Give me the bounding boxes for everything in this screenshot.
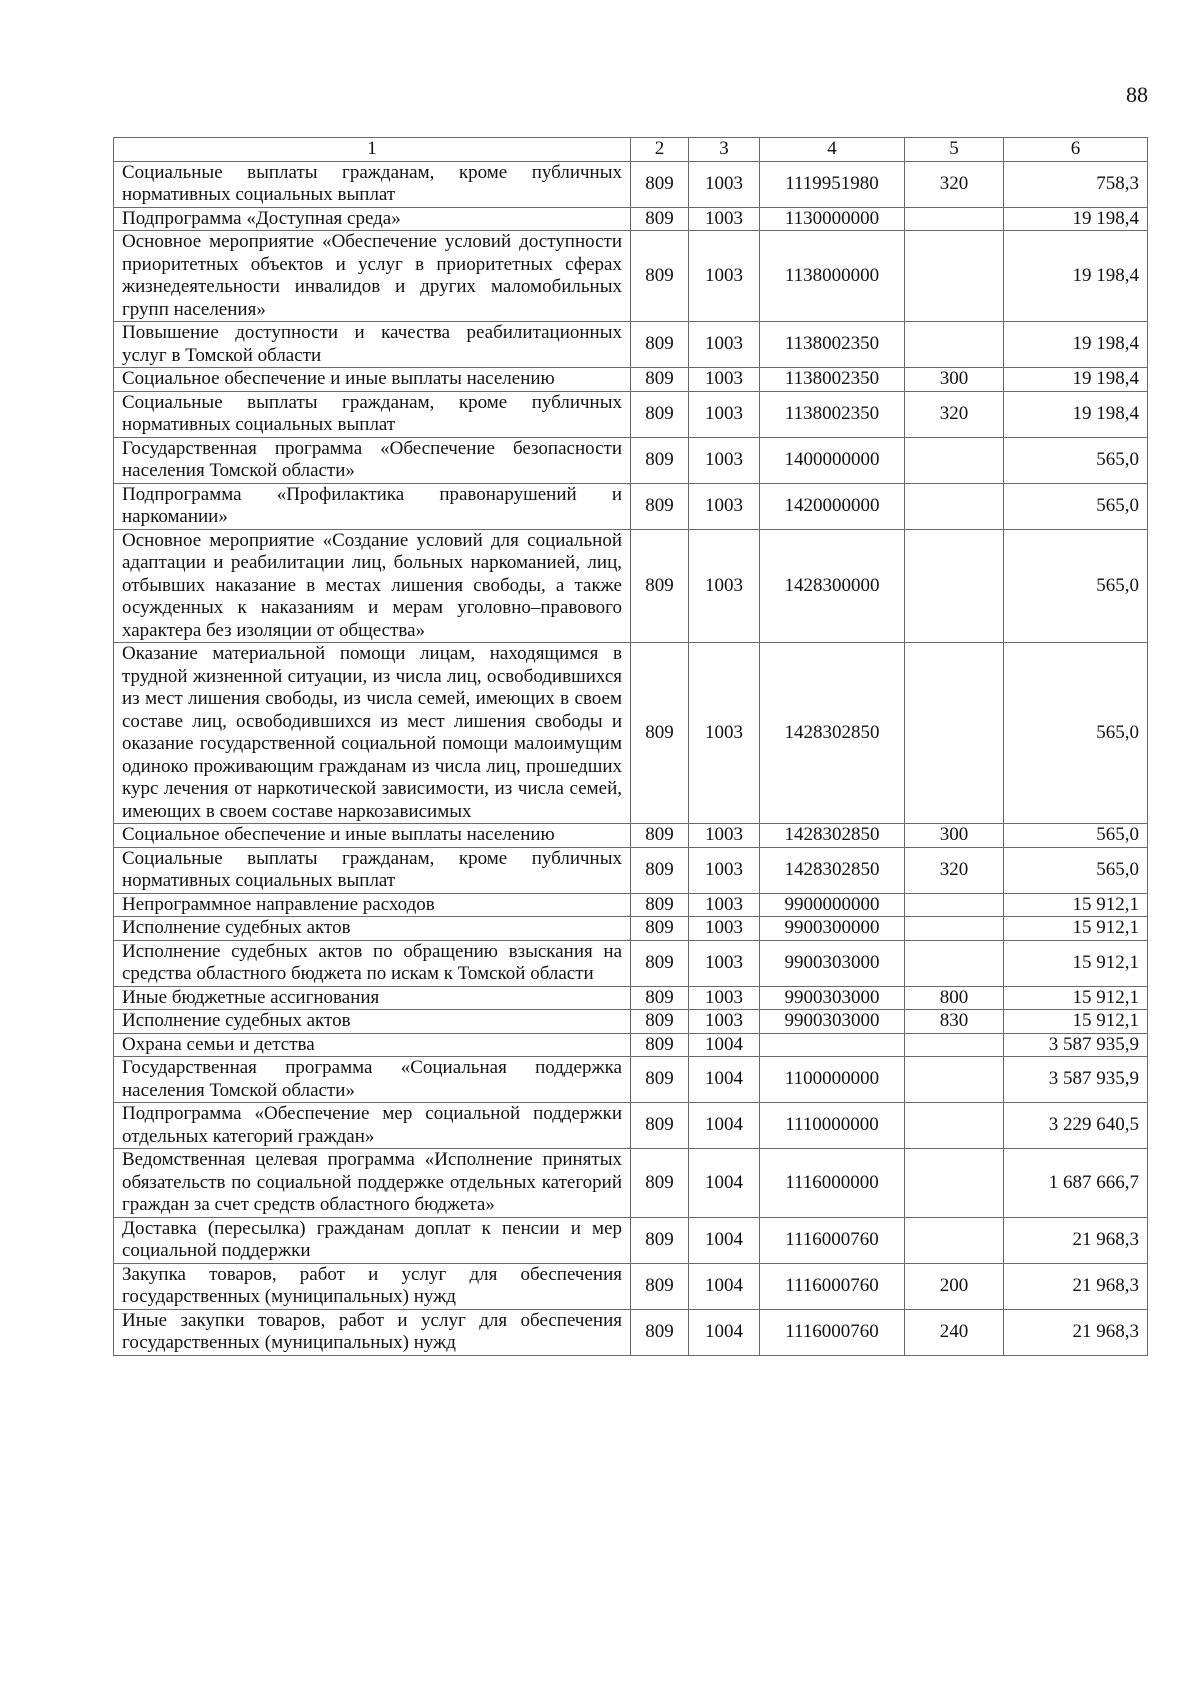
- ved-code-cell: 809: [631, 1149, 689, 1218]
- amount-cell: 19 198,4: [1004, 207, 1148, 231]
- target-article-cell: 1420000000: [760, 483, 905, 529]
- table-row: [114, 161, 1148, 207]
- expense-type-cell: [905, 1033, 1004, 1057]
- section-code-cell: 1004: [689, 1149, 760, 1218]
- target-article-cell: 9900303000: [760, 940, 905, 986]
- ved-code-cell: 809: [631, 207, 689, 231]
- target-article-cell: 1116000760: [760, 1217, 905, 1263]
- header-row: [114, 138, 1148, 162]
- expense-type-cell: [905, 231, 1004, 322]
- amount-cell: 1 687 666,7: [1004, 1149, 1148, 1218]
- ved-code-cell: 809: [631, 917, 689, 941]
- ved-code-cell: 809: [631, 529, 689, 643]
- amount-cell: 15 912,1: [1004, 986, 1148, 1010]
- section-code-cell: 1003: [689, 940, 760, 986]
- row-name-cell: Доставка (пересылка) гражданам доплат к пенсии и мер социальной поддержки: [114, 1217, 631, 1263]
- table-row: [114, 1010, 1148, 1034]
- ved-code-cell: 809: [631, 1217, 689, 1263]
- table-row: [114, 1103, 1148, 1149]
- target-article-cell: 1428300000: [760, 529, 905, 643]
- ved-code-cell: 809: [631, 1057, 689, 1103]
- section-code-cell: 1004: [689, 1309, 760, 1355]
- budget-table: [113, 137, 1148, 1356]
- table-row: [114, 322, 1148, 368]
- ved-code-cell: 809: [631, 368, 689, 392]
- expense-type-cell: 240: [905, 1309, 1004, 1355]
- ved-code-cell: 809: [631, 391, 689, 437]
- table-header: [114, 138, 1148, 162]
- row-name-cell: Основное мероприятие «Обеспечение условий доступности приоритетных объектов и услуг в приоритетных сферах жизнедеятельности инвалидов и других маломобильных групп населения»: [114, 231, 631, 322]
- row-name-cell: Подпрограмма «Профилактика правонарушений и наркомании»: [114, 483, 631, 529]
- table-body: [114, 161, 1148, 1355]
- target-article-cell: 1138000000: [760, 231, 905, 322]
- table-row: [114, 824, 1148, 848]
- expense-type-cell: 320: [905, 847, 1004, 893]
- amount-cell: 565,0: [1004, 847, 1148, 893]
- row-name-cell: Государственная программа «Социальная поддержка населения Томской области»: [114, 1057, 631, 1103]
- ved-code-cell: 809: [631, 643, 689, 824]
- expense-type-cell: [905, 322, 1004, 368]
- target-article-cell: 1100000000: [760, 1057, 905, 1103]
- row-name-cell: Повышение доступности и качества реабилитационных услуг в Томской области: [114, 322, 631, 368]
- column-header-5: 5: [905, 138, 1004, 162]
- amount-cell: 21 968,3: [1004, 1217, 1148, 1263]
- section-code-cell: 1003: [689, 231, 760, 322]
- row-name-cell: Социальные выплаты гражданам, кроме публичных нормативных социальных выплат: [114, 391, 631, 437]
- table-row: [114, 643, 1148, 824]
- target-article-cell: 1138002350: [760, 368, 905, 392]
- section-code-cell: 1003: [689, 161, 760, 207]
- row-name-cell: Социальные выплаты гражданам, кроме публичных нормативных социальных выплат: [114, 847, 631, 893]
- section-code-cell: 1003: [689, 391, 760, 437]
- ved-code-cell: 809: [631, 1010, 689, 1034]
- row-name-cell: Подпрограмма «Доступная среда»: [114, 207, 631, 231]
- row-name-cell: Исполнение судебных актов: [114, 1010, 631, 1034]
- expense-type-cell: 830: [905, 1010, 1004, 1034]
- expense-type-cell: [905, 893, 1004, 917]
- expense-type-cell: [905, 917, 1004, 941]
- table-row: [114, 893, 1148, 917]
- table-row: [114, 1309, 1148, 1355]
- expense-type-cell: [905, 1103, 1004, 1149]
- page-number: 88: [1126, 82, 1148, 107]
- ved-code-cell: 809: [631, 986, 689, 1010]
- amount-cell: 19 198,4: [1004, 231, 1148, 322]
- row-name-cell: Иные закупки товаров, работ и услуг для обеспечения государственных (муниципальных) нужд: [114, 1309, 631, 1355]
- row-name-cell: Оказание материальной помощи лицам, находящимся в трудной жизненной ситуации, из числа лиц, освободившихся из мест лишения свободы, из числа семей, имеющих в своем составе лиц, освободившихся из мест лишения свободы и оказание государственной социальной помощи малоимущим одиноко проживающим гражданам из числа лиц, прошедших курс лечения от наркотической зависимости, из числа семей, имеющих в своем составе наркозависимых: [114, 643, 631, 824]
- table-row: [114, 1217, 1148, 1263]
- section-code-cell: 1003: [689, 917, 760, 941]
- target-article-cell: 1428302850: [760, 847, 905, 893]
- target-article-cell: 1110000000: [760, 1103, 905, 1149]
- table-row: [114, 917, 1148, 941]
- section-code-cell: 1003: [689, 322, 760, 368]
- amount-cell: 15 912,1: [1004, 940, 1148, 986]
- table-row: [114, 368, 1148, 392]
- amount-cell: 3 229 640,5: [1004, 1103, 1148, 1149]
- amount-cell: 19 198,4: [1004, 368, 1148, 392]
- amount-cell: 565,0: [1004, 643, 1148, 824]
- expense-type-cell: 200: [905, 1263, 1004, 1309]
- expense-type-cell: [905, 483, 1004, 529]
- row-name-cell: Государственная программа «Обеспечение безопасности населения Томской области»: [114, 437, 631, 483]
- table-row: [114, 437, 1148, 483]
- column-header-4: 4: [760, 138, 905, 162]
- amount-cell: 565,0: [1004, 824, 1148, 848]
- row-name-cell: Социальное обеспечение и иные выплаты населению: [114, 368, 631, 392]
- ved-code-cell: 809: [631, 1103, 689, 1149]
- table-row: [114, 940, 1148, 986]
- ved-code-cell: 809: [631, 1033, 689, 1057]
- expense-type-cell: [905, 437, 1004, 483]
- row-name-cell: Закупка товаров, работ и услуг для обеспечения государственных (муниципальных) нужд: [114, 1263, 631, 1309]
- amount-cell: 21 968,3: [1004, 1263, 1148, 1309]
- column-header-1: 1: [114, 138, 631, 162]
- table-row: [114, 847, 1148, 893]
- expense-type-cell: 300: [905, 824, 1004, 848]
- target-article-cell: 9900000000: [760, 893, 905, 917]
- amount-cell: 758,3: [1004, 161, 1148, 207]
- column-header-3: 3: [689, 138, 760, 162]
- table-row: [114, 231, 1148, 322]
- table-row: [114, 1263, 1148, 1309]
- expense-type-cell: 300: [905, 368, 1004, 392]
- section-code-cell: 1004: [689, 1057, 760, 1103]
- section-code-cell: 1004: [689, 1263, 760, 1309]
- row-name-cell: Социальное обеспечение и иные выплаты населению: [114, 824, 631, 848]
- expense-type-cell: [905, 207, 1004, 231]
- target-article-cell: [760, 1033, 905, 1057]
- section-code-cell: 1003: [689, 643, 760, 824]
- ved-code-cell: 809: [631, 437, 689, 483]
- target-article-cell: 1138002350: [760, 322, 905, 368]
- table-row: [114, 207, 1148, 231]
- section-code-cell: 1003: [689, 847, 760, 893]
- section-code-cell: 1003: [689, 437, 760, 483]
- target-article-cell: 1130000000: [760, 207, 905, 231]
- amount-cell: 19 198,4: [1004, 391, 1148, 437]
- amount-cell: 565,0: [1004, 529, 1148, 643]
- section-code-cell: 1003: [689, 893, 760, 917]
- section-code-cell: 1004: [689, 1217, 760, 1263]
- table-row: [114, 1057, 1148, 1103]
- ved-code-cell: 809: [631, 161, 689, 207]
- row-name-cell: Основное мероприятие «Создание условий для социальной адаптации и реабилитации лиц, больных наркоманией, лиц, отбывших наказание в местах лишения свободы, а также осужденных к наказаниям и мерам уголовно–правового характера без изоляции от общества»: [114, 529, 631, 643]
- ved-code-cell: 809: [631, 322, 689, 368]
- target-article-cell: 1116000000: [760, 1149, 905, 1218]
- row-name-cell: Иные бюджетные ассигнования: [114, 986, 631, 1010]
- section-code-cell: 1004: [689, 1033, 760, 1057]
- amount-cell: 565,0: [1004, 437, 1148, 483]
- row-name-cell: Исполнение судебных актов по обращению взыскания на средства областного бюджета по искам к Томской области: [114, 940, 631, 986]
- target-article-cell: 1428302850: [760, 643, 905, 824]
- expense-type-cell: [905, 1057, 1004, 1103]
- amount-cell: 21 968,3: [1004, 1309, 1148, 1355]
- table-row: [114, 483, 1148, 529]
- section-code-cell: 1003: [689, 824, 760, 848]
- amount-cell: 3 587 935,9: [1004, 1057, 1148, 1103]
- ved-code-cell: 809: [631, 1309, 689, 1355]
- table-row: [114, 1149, 1148, 1218]
- row-name-cell: Исполнение судебных актов: [114, 917, 631, 941]
- amount-cell: 19 198,4: [1004, 322, 1148, 368]
- target-article-cell: 1116000760: [760, 1263, 905, 1309]
- section-code-cell: 1003: [689, 207, 760, 231]
- section-code-cell: 1003: [689, 1010, 760, 1034]
- section-code-cell: 1003: [689, 986, 760, 1010]
- expense-type-cell: [905, 529, 1004, 643]
- section-code-cell: 1003: [689, 483, 760, 529]
- section-code-cell: 1004: [689, 1103, 760, 1149]
- ved-code-cell: 809: [631, 940, 689, 986]
- target-article-cell: 1116000760: [760, 1309, 905, 1355]
- expense-type-cell: [905, 940, 1004, 986]
- target-article-cell: 1400000000: [760, 437, 905, 483]
- target-article-cell: 9900303000: [760, 986, 905, 1010]
- table-row: [114, 986, 1148, 1010]
- target-article-cell: 1428302850: [760, 824, 905, 848]
- expense-type-cell: 320: [905, 391, 1004, 437]
- amount-cell: 3 587 935,9: [1004, 1033, 1148, 1057]
- ved-code-cell: 809: [631, 847, 689, 893]
- table-row: [114, 1033, 1148, 1057]
- expense-type-cell: [905, 1217, 1004, 1263]
- ved-code-cell: 809: [631, 1263, 689, 1309]
- target-article-cell: 9900300000: [760, 917, 905, 941]
- column-header-2: 2: [631, 138, 689, 162]
- target-article-cell: 9900303000: [760, 1010, 905, 1034]
- row-name-cell: Социальные выплаты гражданам, кроме публичных нормативных социальных выплат: [114, 161, 631, 207]
- target-article-cell: 1138002350: [760, 391, 905, 437]
- row-name-cell: Ведомственная целевая программа «Исполнение принятых обязательств по социальной поддержке отдельных категорий граждан за счет средств областного бюджета»: [114, 1149, 631, 1218]
- row-name-cell: Охрана семьи и детства: [114, 1033, 631, 1057]
- amount-cell: 15 912,1: [1004, 893, 1148, 917]
- row-name-cell: Подпрограмма «Обеспечение мер социальной поддержки отдельных категорий граждан»: [114, 1103, 631, 1149]
- row-name-cell: Непрограммное направление расходов: [114, 893, 631, 917]
- amount-cell: 15 912,1: [1004, 917, 1148, 941]
- ved-code-cell: 809: [631, 231, 689, 322]
- table-row: [114, 529, 1148, 643]
- amount-cell: 15 912,1: [1004, 1010, 1148, 1034]
- amount-cell: 565,0: [1004, 483, 1148, 529]
- expense-type-cell: 800: [905, 986, 1004, 1010]
- table-row: [114, 391, 1148, 437]
- expense-type-cell: [905, 1149, 1004, 1218]
- expense-type-cell: [905, 643, 1004, 824]
- ved-code-cell: 809: [631, 824, 689, 848]
- section-code-cell: 1003: [689, 529, 760, 643]
- expense-type-cell: 320: [905, 161, 1004, 207]
- ved-code-cell: 809: [631, 483, 689, 529]
- ved-code-cell: 809: [631, 893, 689, 917]
- target-article-cell: 1119951980: [760, 161, 905, 207]
- section-code-cell: 1003: [689, 368, 760, 392]
- column-header-6: 6: [1004, 138, 1148, 162]
